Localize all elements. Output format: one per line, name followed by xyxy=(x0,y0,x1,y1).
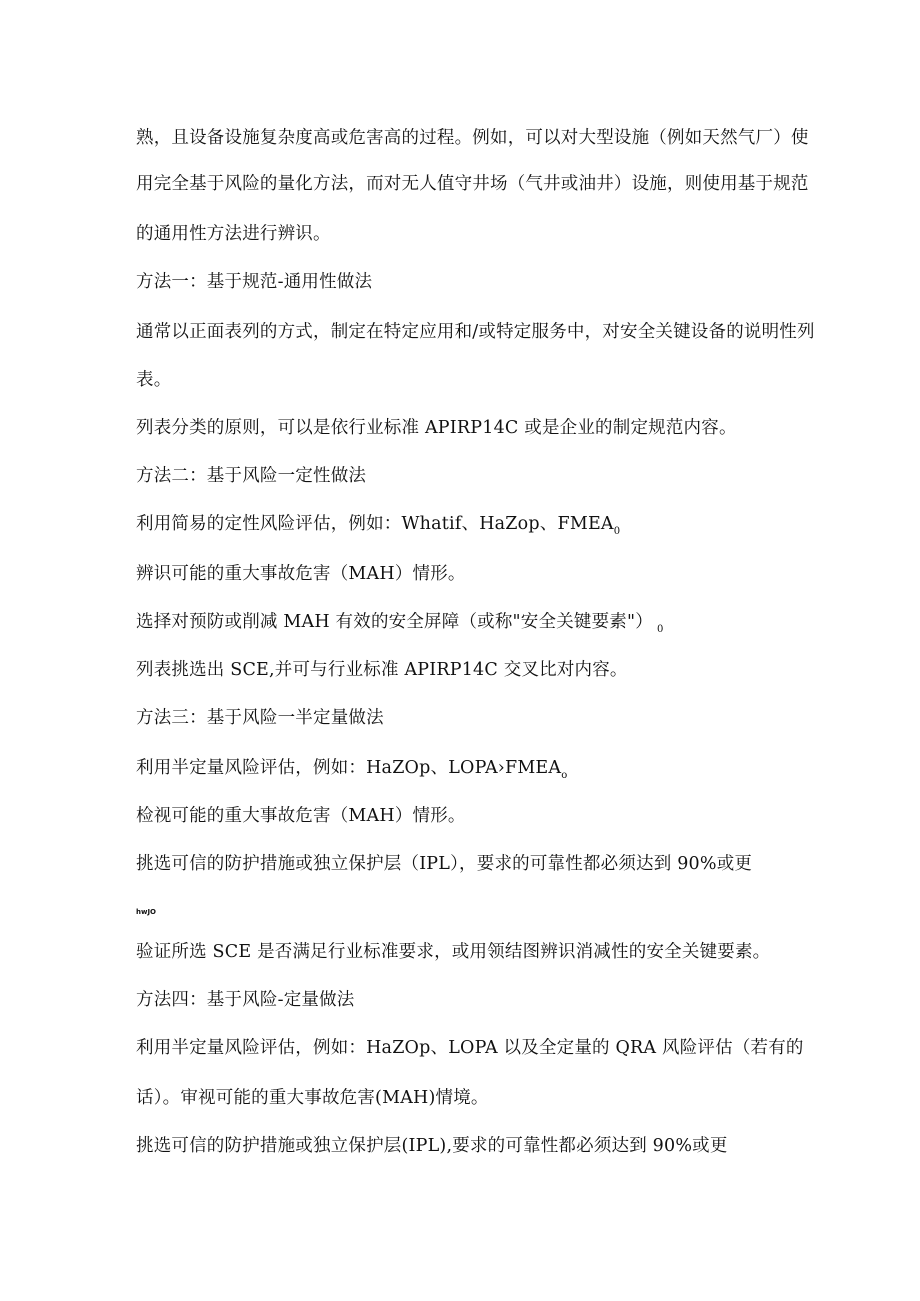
method-four-heading: 方法四：基于风险-定量做法 xyxy=(136,990,355,1010)
paragraph-line xyxy=(136,512,620,539)
method-two-heading: 方法二：基于风险一定性做法 xyxy=(136,466,367,486)
paragraph-line xyxy=(136,756,567,783)
line-text: 利用半定量风险评估，例如：HaZOp、LOPA›FMEA xyxy=(136,758,562,778)
line-text: 选择对预防或削减 MAH 有效的安全屏障（或称"安全关键要素"） xyxy=(136,612,653,632)
paragraph-line xyxy=(136,610,664,637)
paragraph-line: 话）。审视可能的重大事故危害(MAH)情境。 xyxy=(136,1088,489,1108)
subscript-mark: o xyxy=(561,770,568,781)
paragraph-line: 列表分类的原则，可以是依行业标准 APIRP14C 或是企业的制定规范内容。 xyxy=(136,418,737,438)
paragraph-line: 通常以正面表列的方式，制定在特定应用和/或特定服务中，对安全关键设备的说明性列 xyxy=(136,322,815,342)
paragraph-line: 用完全基于风险的量化方法，而对无人值守井场（气井或油井）设施，则使用基于规范 xyxy=(136,174,809,194)
line-text: 利用简易的定性风险评估，例如：Whatif、HaZop、FMEA xyxy=(136,514,614,534)
paragraph-line: 挑选可信的防护措施或独立保护层（IPL），要求的可靠性都必须达到 90%或更 xyxy=(136,854,753,874)
paragraph-line: 表。 xyxy=(136,370,172,390)
paragraph-line: 熟，且设备设施复杂度高或危害高的过程。例如，可以对大型设施（例如天然气厂）使 xyxy=(136,128,809,148)
paragraph-line: 的通用性方法进行辨识。 xyxy=(136,224,331,244)
stray-fragment: hwJO xyxy=(136,908,157,916)
paragraph-line: 检视可能的重大事故危害（MAH）情形。 xyxy=(136,806,466,826)
method-three-heading: 方法三：基于风险一半定量做法 xyxy=(136,708,384,728)
paragraph-line: 挑选可信的防护措施或独立保护层(IPL),要求的可靠性都必须达到 90%或更 xyxy=(136,1136,728,1156)
paragraph-line: 辨识可能的重大事故危害（MAH）情形。 xyxy=(136,564,466,584)
paragraph-line: 验证所选 SCE 是否满足行业标准要求，或用领结图辨识消减性的安全关键要素。 xyxy=(136,942,771,962)
subscript-mark: 0 xyxy=(656,624,664,635)
method-one-heading: 方法一：基于规范-通用性做法 xyxy=(136,272,373,292)
paragraph-line: 利用半定量风险评估，例如：HaZOp、LOPA 以及全定量的 QRA 风险评估（若有的 xyxy=(136,1038,804,1058)
paragraph-line: 列表挑选出 SCE,并可与行业标准 APIRP14C 交叉比对内容。 xyxy=(136,660,628,680)
subscript-mark: 0 xyxy=(613,526,621,537)
